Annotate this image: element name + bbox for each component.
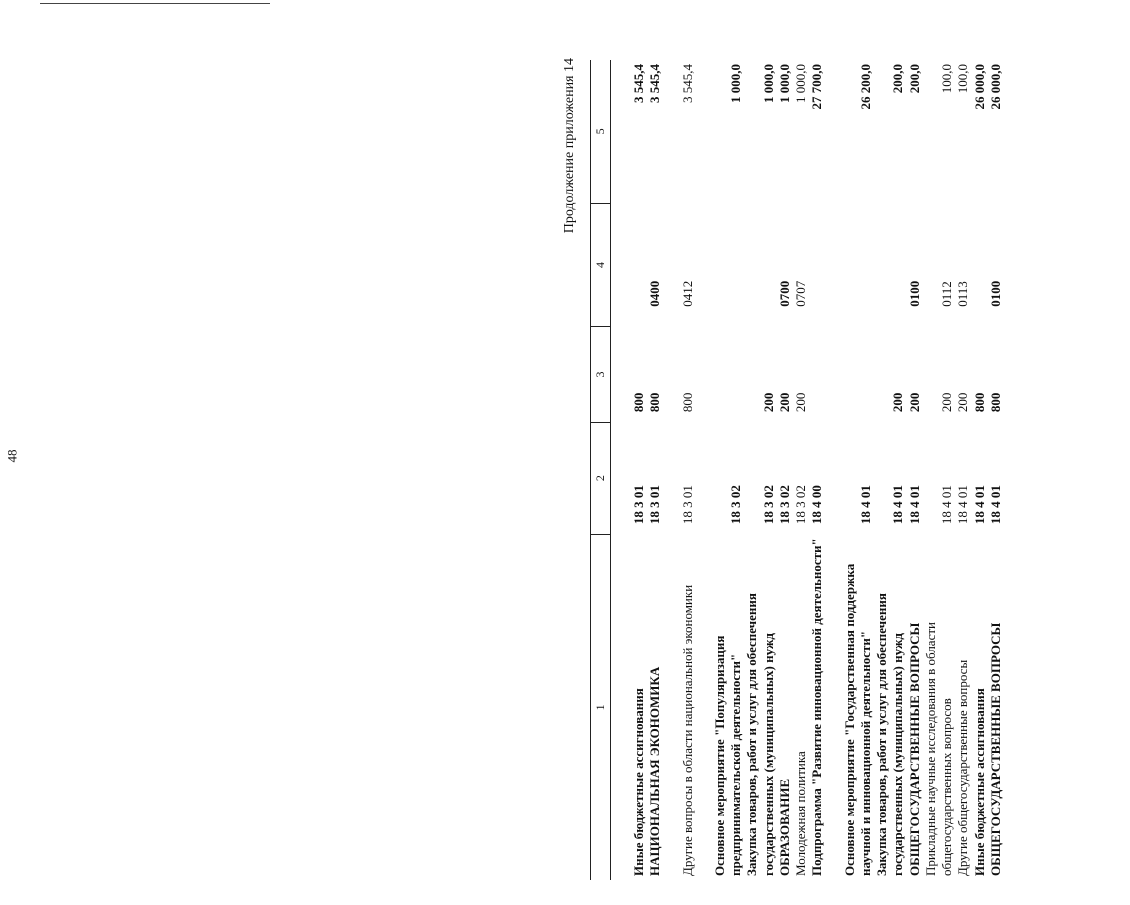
row-name: Иные бюджетные ассигнования bbox=[631, 688, 646, 876]
row-name: Основное мероприятие "Государственная поддержка научной и инновационной деятельности" bbox=[841, 563, 873, 876]
table-row bbox=[955, 60, 971, 880]
row-vr: 200 bbox=[793, 392, 808, 413]
row-rz bbox=[744, 203, 777, 327]
appendix-caption: Продолжение приложения 14 bbox=[562, 58, 577, 234]
row-name: ОБЩЕГОСУДАРСТВЕННЫЕ ВОПРОСЫ bbox=[906, 622, 922, 876]
row-name: Подпрограмма "Развитие инновационной деятельности" bbox=[809, 538, 825, 876]
row-vr: 200 bbox=[955, 392, 971, 413]
header-row bbox=[591, 60, 611, 880]
row-sum: 200,0 bbox=[906, 64, 922, 94]
gap-row bbox=[696, 60, 712, 880]
page-number: 48 bbox=[4, 449, 20, 463]
row-rz: 0412 bbox=[679, 280, 695, 307]
table-row bbox=[631, 60, 647, 880]
table-row bbox=[680, 60, 696, 880]
table-row bbox=[972, 60, 988, 880]
row-name: Иные бюджетные ассигнования bbox=[971, 688, 987, 876]
row-csr: 18 3 01 bbox=[631, 485, 646, 525]
row-vr: 800 bbox=[971, 392, 987, 413]
table-row bbox=[744, 60, 777, 880]
table-row bbox=[647, 60, 663, 880]
row-rz: 0700 bbox=[776, 280, 792, 307]
row-vr: 200 bbox=[776, 392, 792, 413]
header-col-1: 1 bbox=[591, 534, 611, 880]
row-rz bbox=[972, 203, 988, 327]
row-sum: 27 700,0 bbox=[809, 64, 825, 110]
row-csr: 18 4 01 bbox=[906, 485, 922, 525]
row-vr: 800 bbox=[647, 392, 663, 413]
row-vr: 200 bbox=[906, 392, 922, 413]
row-csr: 18 4 01 bbox=[971, 485, 987, 525]
row-sum: 3 545,4 bbox=[679, 64, 695, 103]
row-rz: 0100 bbox=[906, 280, 922, 307]
row-rz bbox=[842, 203, 875, 327]
row-rz: 0400 bbox=[647, 280, 663, 307]
row-rz: 0100 bbox=[987, 280, 1003, 307]
top-rule bbox=[40, 0, 270, 4]
header-col-3: 3 bbox=[591, 327, 611, 422]
table-row bbox=[712, 60, 745, 880]
row-csr: 18 3 02 bbox=[728, 485, 743, 525]
row-vr bbox=[842, 327, 875, 422]
header-col-5: 5 bbox=[591, 60, 611, 203]
row-csr: 18 4 00 bbox=[809, 485, 825, 525]
row-name: Основное мероприятие "Популяризация предпринимательской деятельности" bbox=[711, 635, 743, 876]
row-rz bbox=[809, 203, 825, 327]
row-vr: 200 bbox=[760, 392, 776, 413]
row-rz bbox=[712, 203, 745, 327]
row-sum: 26 200,0 bbox=[857, 64, 873, 110]
row-vr: 800 bbox=[631, 392, 646, 413]
row-sum: 1 000,0 bbox=[793, 64, 808, 103]
row-csr: 18 3 02 bbox=[776, 485, 792, 525]
row-csr: 18 4 01 bbox=[857, 485, 873, 525]
row-sum: 26 000,0 bbox=[987, 64, 1003, 110]
row-vr: 200 bbox=[890, 392, 906, 413]
gap-row bbox=[826, 60, 842, 880]
row-sum: 200,0 bbox=[890, 64, 906, 94]
row-name: Прикладные научные исследования в области общегосударственных вопросов bbox=[922, 622, 954, 876]
row-vr: 800 bbox=[679, 392, 695, 413]
table-row bbox=[907, 60, 923, 880]
row-csr: 18 4 01 bbox=[939, 485, 954, 525]
row-name: Другие общегосударственные вопросы bbox=[955, 659, 971, 876]
row-csr: 18 3 01 bbox=[679, 485, 695, 525]
row-sum: 100,0 bbox=[939, 64, 954, 94]
row-rz: 0113 bbox=[955, 281, 971, 307]
row-csr: 18 4 01 bbox=[890, 485, 906, 525]
row-rz bbox=[631, 203, 647, 327]
row-name: Закупка товаров, работ и услуг для обеспечения государственных (муниципальных) нужд bbox=[874, 593, 906, 876]
row-csr: 18 4 01 bbox=[955, 485, 971, 525]
row-csr: 18 3 01 bbox=[647, 485, 663, 525]
table-row bbox=[923, 60, 956, 880]
row-name: ОБЩЕГОСУДАРСТВЕННЫЕ ВОПРОСЫ bbox=[987, 622, 1003, 876]
row-name: НАЦИОНАЛЬНАЯ ЭКОНОМИКА bbox=[647, 666, 663, 876]
table-row bbox=[842, 60, 875, 880]
row-rz: 0707 bbox=[793, 280, 808, 307]
table-row bbox=[988, 60, 1004, 880]
row-sum: 1 000,0 bbox=[728, 64, 743, 103]
row-rz bbox=[874, 203, 907, 327]
spacer-row bbox=[611, 60, 632, 880]
row-name: ОБРАЗОВАНИЕ bbox=[776, 778, 792, 876]
gap-row bbox=[664, 60, 680, 880]
row-sum: 3 545,4 bbox=[631, 64, 646, 103]
row-sum: 1 000,0 bbox=[776, 64, 792, 103]
table-row bbox=[777, 60, 793, 880]
table-row bbox=[793, 60, 809, 880]
table-body bbox=[611, 60, 1005, 880]
row-sum: 26 000,0 bbox=[971, 64, 987, 110]
table-row bbox=[809, 60, 825, 880]
row-vr: 800 bbox=[987, 392, 1003, 413]
table-row bbox=[874, 60, 907, 880]
row-sum: 1 000,0 bbox=[760, 64, 776, 103]
row-vr bbox=[712, 327, 745, 422]
row-name: Молодежная политика bbox=[793, 751, 808, 876]
header-col-2: 2 bbox=[591, 422, 611, 534]
row-vr: 200 bbox=[939, 392, 954, 413]
row-name: Закупка товаров, работ и услуг для обеспечения государственных (муниципальных) нужд bbox=[744, 593, 776, 876]
rotated-page bbox=[562, 40, 1130, 880]
row-rz: 0112 bbox=[939, 281, 954, 307]
header-col-4: 4 bbox=[591, 203, 611, 327]
row-csr: 18 4 01 bbox=[987, 485, 1003, 525]
row-sum: 3 545,4 bbox=[647, 64, 663, 103]
row-csr: 18 3 02 bbox=[793, 485, 808, 525]
row-name: Другие вопросы в области национальной экономики bbox=[679, 584, 695, 876]
row-sum: 100,0 bbox=[955, 64, 971, 94]
row-vr bbox=[809, 327, 825, 422]
row-csr: 18 3 02 bbox=[760, 485, 776, 525]
budget-table bbox=[590, 60, 1004, 880]
